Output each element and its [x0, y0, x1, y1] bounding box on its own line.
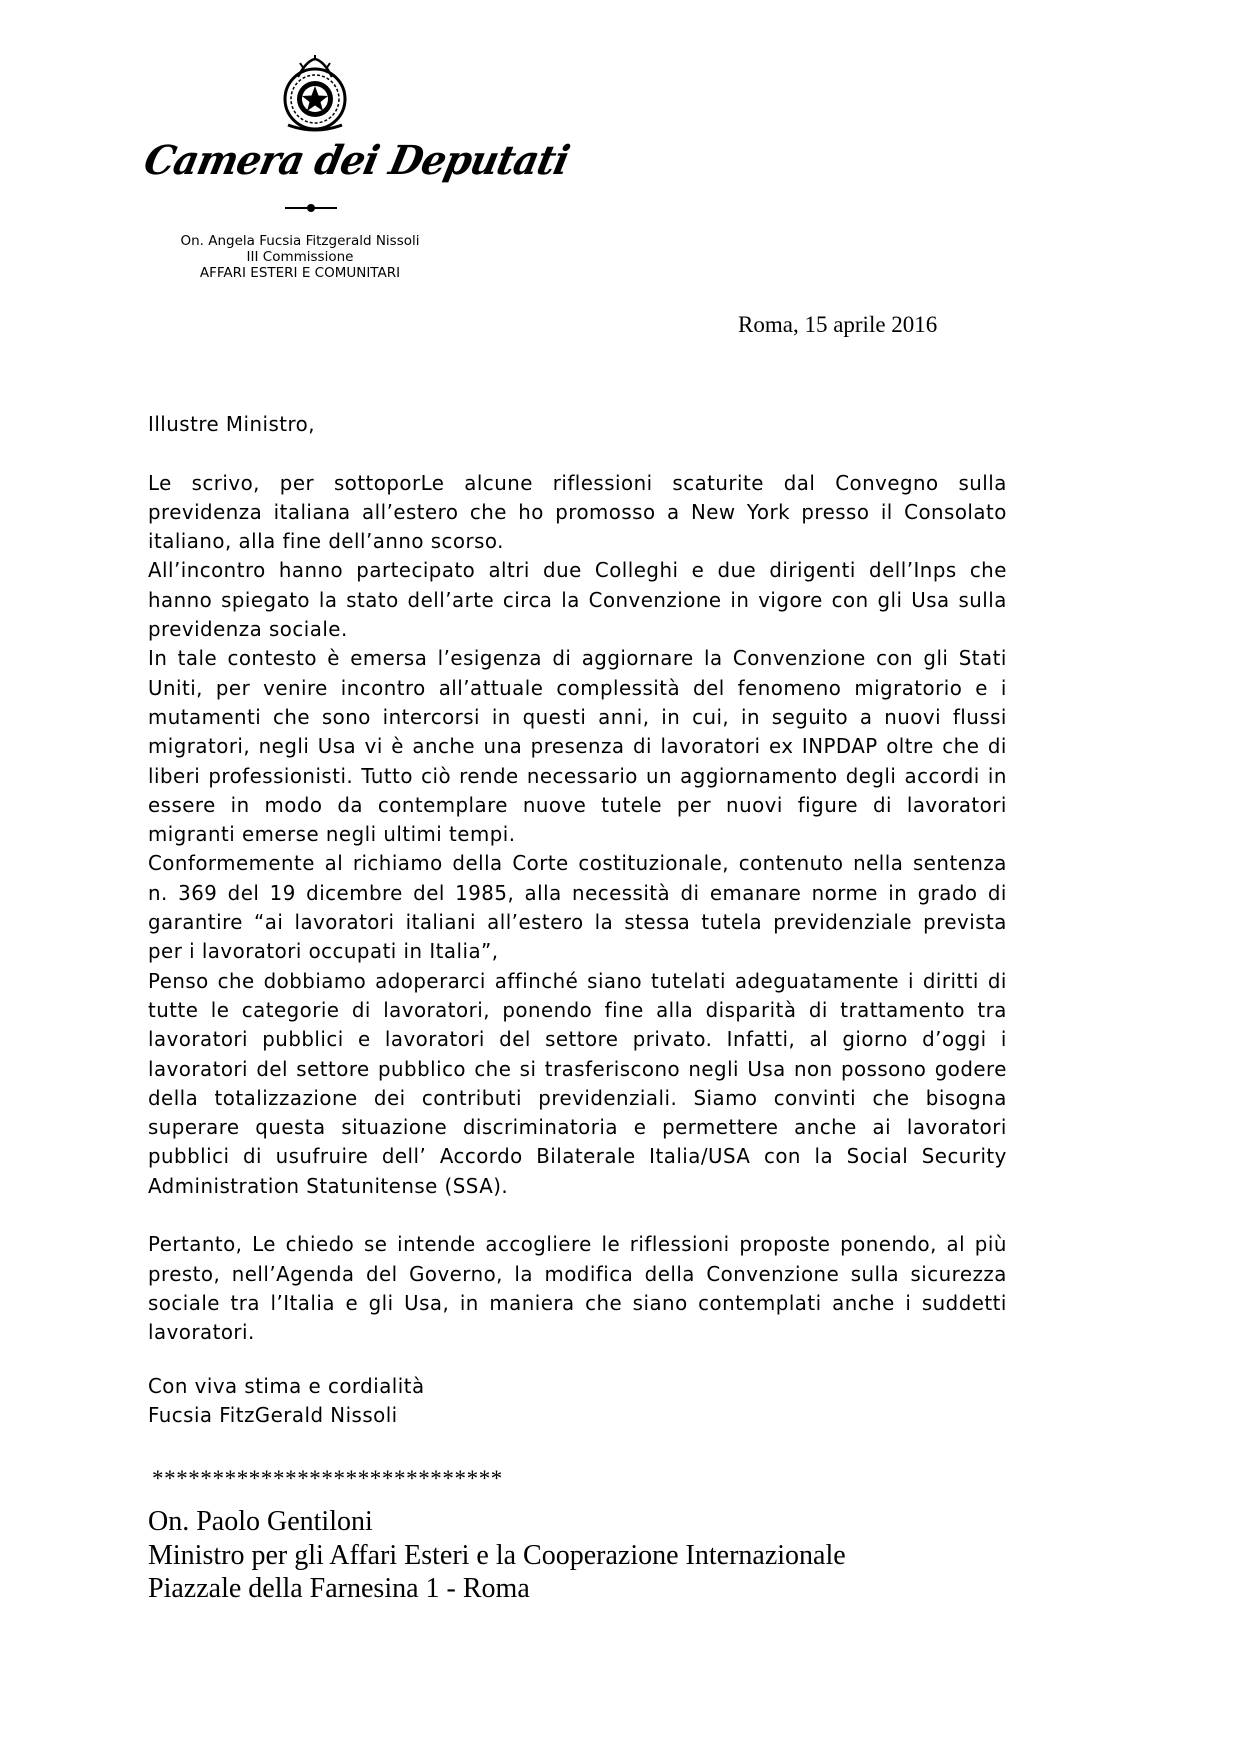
sender-commission-name: AFFARI ESTERI E COMUNITARI — [199, 265, 401, 281]
body-paragraph: Conformemente al richiamo della Corte costituzionale, contenuto nella sentenza n. 369 del 19 dicembre del 1985, alla necessità di emanare norme in grado di garantire “ai lavoratori italiani all’estero la stessa tutela previdenziale prevista per i lavoratori occupati in Italia”, — [148, 851, 1007, 964]
addressee-title: Ministro per gli Affari Esteri e la Cooperazione Internazionale — [148, 1539, 846, 1571]
body-paragraph: Penso che dobbiamo adoperarci affinché siano tutelati adeguatamente i diritti di tutte le categorie di lavoratori, ponendo fine alla disparità di trattamento tra lavoratori pubblici e lavoratori del settore privato. Infatti, al giorno d’oggi i lavoratori del settore pubblico che si trasferiscono negli Usa non possono godere della totalizzazione dei contributi previdenziali. Siamo convinti che bisogna superare questa situazione discriminatoria e permettere anche ai lavoratori pubblici di usufruire dell’ Accordo Bilaterale Italia/USA con la Social Security Administration Statunitense (SSA). — [148, 968, 1007, 1198]
closing-block — [148, 1372, 425, 1430]
letterhead-divider-dot — [307, 204, 315, 212]
body-paragraph: Le scrivo, per sottoporLe alcune riflessioni scaturite dal Convegno sulla previdenza italiana all’estero che ho promosso a New York presso il Consolato italiano, alla fine dell’anno scorso. — [148, 470, 1007, 554]
signature-name: Fucsia FitzGerald Nissoli — [148, 1403, 398, 1427]
salutation: Illustre Ministro, — [148, 412, 316, 436]
separator-line: ***************************** — [152, 1466, 503, 1491]
paragraph-gap — [148, 439, 1007, 468]
letterhead — [140, 55, 573, 215]
sender-name: On. Angela Fucsia Fitzgerald Nissoli — [180, 233, 420, 249]
paragraph-gap — [148, 1201, 1007, 1230]
addressee-block — [148, 1505, 846, 1606]
addressee-name: On. Paolo Gentiloni — [148, 1506, 373, 1537]
body-paragraph: Pertanto, Le chiedo se intende accogliere le riflessioni proposte ponendo, al più presto, nell’Agenda del Governo, la modifica della Convenzione sulla sicurezza sociale tra l’Italia e gli Usa, in maniera che siano contemplati anche i suddetti lavoratori. — [148, 1232, 1007, 1345]
sender-block — [150, 233, 450, 281]
letter-body — [148, 410, 1007, 1348]
institution-name: Camera dei Deputati — [140, 137, 573, 184]
letter-date: Roma, 15 aprile 2016 — [738, 312, 938, 337]
addressee-address: Piazzale della Farnesina 1 - Roma — [148, 1573, 530, 1604]
body-paragraph: All’incontro hanno partecipato altri due Colleghi e due dirigenti dell’Inps che hanno spiegato la stato dell’arte circa la Convenzione in vigore con gli Usa sulla previdenza sociale. — [148, 558, 1007, 642]
body-paragraph: In tale contesto è emersa l’esigenza di aggiornare la Convenzione con gli Stati Uniti, per venire incontro all’attuale complessità del fenomeno migratorio e i mutamenti che sono intercorsi in questi anni, in cui, in seguito a nuovi flussi migratori, negli Usa vi è anche una presenza di lavoratori ex INPDAP oltre che di liberi professionisti. Tutto ciò rende necessario un aggiornamento degli accordi in essere in modo da contemplare nuove tutele per nuovi figure di lavoratori migranti emerse negli ultimi tempi. — [148, 646, 1007, 847]
italian-republic-emblem-icon — [278, 55, 352, 133]
sender-commission: III Commissione — [246, 249, 354, 265]
closing-greeting: Con viva stima e cordialità — [148, 1374, 425, 1398]
